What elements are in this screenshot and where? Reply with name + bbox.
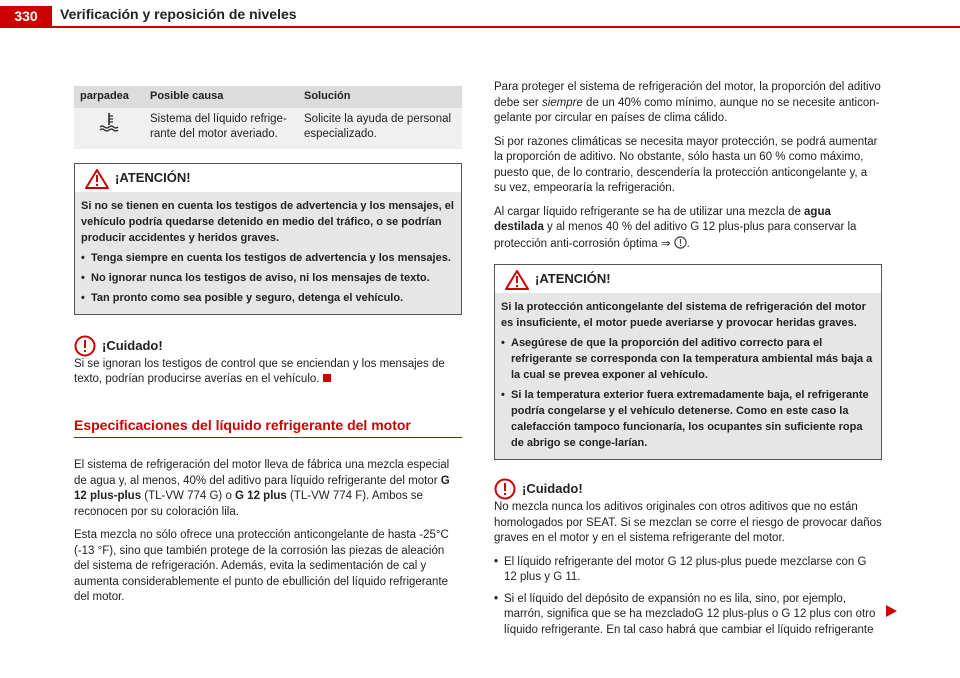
caution-header [74,335,462,357]
section-paragraph: Esta mezcla no sólo ofrece una protección anticongelante de hasta -25°C (-13 °F), sino que también protege de la corrosión las piezas de aleación del sistema de refrigeración. Además, evita la sedimentación de cal y aumenta considerablemente el punto de ebullición del líquido refrigerante del motor. [74,529,449,603]
caution-bullet: • El líquido refrigerante del motor G 12 plus-plus puede mezclarse con G 12 plus y G 11. [494,555,882,586]
body-paragraph: Para proteger el sistema de refrigeración del motor, la proporción del aditivo debe ser siempre de un 40% como mínimo, aunque no se necesite anticon-gelante por circular en países de clima cálido. [494,81,881,124]
caution-header [494,478,882,500]
end-marker [323,374,331,382]
warning-box [74,163,462,315]
caution-text: No mezcla nunca los aditivos originales con otros aditivos que no están homologados por SEAT. Si se mezclan se corre el riesgo de provocar daños graves en el motor y en el sistema refrigerante del motor. [494,501,882,544]
section-paragraph: El sistema de refrigeración del motor lleva de fábrica una mezcla especial de agua y, al menos, 40% del aditivo para líquido refrigerante del motor G 12 plus-plus (TL-VW 774 G) o G 12 plus (TL-VW 774 F). Ambos se reconocen por su coloración lila. [74,459,450,518]
left-column [74,86,462,614]
warning-body [495,293,881,459]
warning-bullet: • Si la temperatura exterior fuera extremadamente baja, el refrigerante podría congelarse y el vehículo detenerse. Como en este caso la calefacción tampoco funcionaría, los ocupantes sin suficiente ropa de abrigo se conge-larían. [501,387,875,451]
warning-intro: Si la protección anticongelante del sistema de refrigeración del motor es insuficiente, el motor puede averiarse y provocar heridas graves. [501,301,866,329]
caution-text: Si se ignoran los testigos de control que se enciendan y los mensajes de texto, podrían producirse averías en el vehículo. [74,357,445,385]
section-title: Especificaciones del líquido refrigerante del motor [74,418,462,439]
warning-header [75,164,461,192]
header-rule [0,26,960,28]
body-paragraph: Al cargar líquido refrigerante se ha de utilizar una mezcla de agua destilada y al menos 40 % del aditivo G 12 plus-plus para conservar la protección anti-corrosión óptima ⇒ . [494,205,857,250]
warning-intro: Si no se tienen en cuenta los testigos de advertencia y los mensajes, el vehículo podría quedarse detenido en medio del tráfico, o se podrían producir accidentes y heridos graves. [81,199,454,244]
warning-bullet: • No ignorar nunca los testigos de aviso, ni los mensajes de texto. [81,270,455,286]
coolant-temperature-icon [74,108,144,149]
page-header [0,0,960,28]
warning-header [495,265,881,293]
col-header-blinks: parpadea [74,86,144,108]
warning-body [75,192,461,314]
warning-triangle-icon [505,270,529,290]
cause-cell: Sistema del líquido refrige-rante del motor averiado. [144,108,298,149]
warning-bullet: • Asegúrese de que la proporción del aditivo correcto para el refrigerante se corresponda con la temperatura ambiental más baja a la cual se prevea exponer al vehículo. [501,335,875,383]
caution-title: ¡Cuidado! [102,337,163,353]
warning-triangle-icon [85,169,109,189]
warning-bullet: • Tan pronto como sea posible y seguro, detenga el vehículo. [81,290,455,306]
next-page-arrow-icon[interactable] [884,604,898,618]
caution-title: ¡Cuidado! [522,481,583,496]
warning-light-table [74,86,462,149]
page-number: 330 [0,6,52,26]
right-column [494,80,882,642]
caution-block [494,478,882,638]
warning-bullet: • Tenga siempre en cuenta los testigos de advertencia y los mensajes. [81,250,455,266]
warning-box [494,264,882,460]
caution-ref-icon[interactable] [674,236,687,249]
warning-title: ¡ATENCIÓN! [535,271,611,286]
solution-cell: Solicite la ayuda de personal especializado. [298,108,462,149]
caution-block [74,335,462,388]
caution-bullet: • Si el líquido del depósito de expansión no es lila, sino, por ejemplo, marrón, significa que se ha mezcladoG 12 plus-plus o G 12 plus con otro líquido refrigerante. En tal caso habrá que cambiar el líquido refrigerante [494,592,882,639]
table-header-row [74,86,462,108]
warning-title: ¡ATENCIÓN! [115,169,191,185]
chapter-title: Verificación y reposición de niveles [60,6,297,22]
caution-icon [74,335,96,357]
body-paragraph: Si por razones climáticas se necesita mayor protección, se podrá aumentar la proporción de aditivo. No obstante, sólo hasta un 60 % como máximo, puesto que, de lo contrario, descendería la protección anticongelante y, a su vez, empeoraría la refrigeración. [494,135,878,194]
table-row [74,108,462,149]
caution-icon [494,478,516,500]
col-header-solution: Solución [298,86,462,108]
col-header-cause: Posible causa [144,86,298,108]
